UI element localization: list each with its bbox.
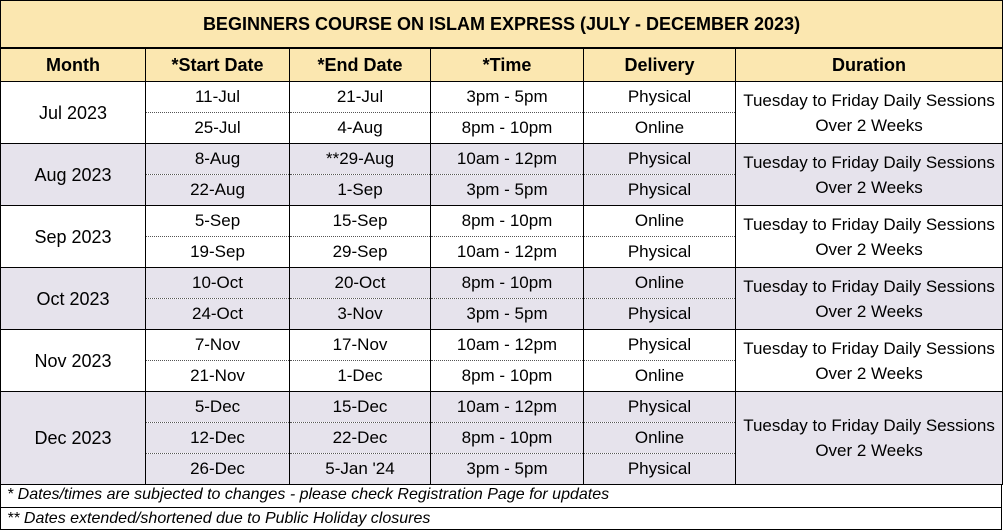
- start-date-cell: 11-Jul: [146, 82, 290, 113]
- end-date-cell: 5-Jan '24: [290, 454, 431, 485]
- delivery-cell: Physical: [584, 454, 736, 485]
- duration-cell: Tuesday to Friday Daily Sessions Over 2 Weeks: [736, 268, 1003, 330]
- time-cell: 8pm - 10pm: [431, 206, 584, 237]
- start-date-cell: 7-Nov: [146, 330, 290, 361]
- delivery-cell: Physical: [584, 392, 736, 423]
- time-cell: 3pm - 5pm: [431, 175, 584, 206]
- end-date-cell: **29-Aug: [290, 144, 431, 175]
- delivery-cell: Online: [584, 113, 736, 144]
- col-header-time: *Time: [431, 48, 584, 82]
- month-cell: Dec 2023: [1, 392, 146, 485]
- start-date-cell: 19-Sep: [146, 237, 290, 268]
- time-cell: 10am - 12pm: [431, 392, 584, 423]
- delivery-cell: Online: [584, 423, 736, 454]
- table-row: [1, 330, 1003, 361]
- end-date-cell: 21-Jul: [290, 82, 431, 113]
- col-header-start-date: *Start Date: [146, 48, 290, 82]
- time-cell: 8pm - 10pm: [431, 361, 584, 392]
- end-date-cell: 22-Dec: [290, 423, 431, 454]
- col-header-duration: Duration: [736, 48, 1003, 82]
- start-date-cell: 25-Jul: [146, 113, 290, 144]
- end-date-cell: 4-Aug: [290, 113, 431, 144]
- delivery-cell: Physical: [584, 175, 736, 206]
- start-date-cell: 21-Nov: [146, 361, 290, 392]
- month-cell: Sep 2023: [1, 206, 146, 268]
- col-header-end-date: *End Date: [290, 48, 431, 82]
- footnotes: [0, 484, 1002, 530]
- footnote-dates-subject-to-change: * Dates/times are subjected to changes - please check Registration Page for updates: [1, 484, 1001, 508]
- col-header-delivery: Delivery: [584, 48, 736, 82]
- start-date-cell: 12-Dec: [146, 423, 290, 454]
- end-date-cell: 3-Nov: [290, 299, 431, 330]
- duration-cell: Tuesday to Friday Daily Sessions Over 2 Weeks: [736, 330, 1003, 392]
- end-date-cell: 15-Sep: [290, 206, 431, 237]
- col-header-month: Month: [1, 48, 146, 82]
- end-date-cell: 1-Dec: [290, 361, 431, 392]
- month-cell: Aug 2023: [1, 144, 146, 206]
- end-date-cell: 15-Dec: [290, 392, 431, 423]
- time-cell: 8pm - 10pm: [431, 268, 584, 299]
- end-date-cell: 29-Sep: [290, 237, 431, 268]
- time-cell: 3pm - 5pm: [431, 299, 584, 330]
- delivery-cell: Online: [584, 361, 736, 392]
- time-cell: 3pm - 5pm: [431, 454, 584, 485]
- time-cell: 10am - 12pm: [431, 330, 584, 361]
- month-cell: Jul 2023: [1, 82, 146, 144]
- month-cell: Nov 2023: [1, 330, 146, 392]
- time-cell: 10am - 12pm: [431, 237, 584, 268]
- start-date-cell: 24-Oct: [146, 299, 290, 330]
- table-row: [1, 268, 1003, 299]
- table-row: [1, 82, 1003, 113]
- footnote-public-holiday: ** Dates extended/shortened due to Public Holiday closures: [7, 510, 431, 527]
- start-date-cell: 5-Sep: [146, 206, 290, 237]
- delivery-cell: Physical: [584, 299, 736, 330]
- duration-cell: Tuesday to Friday Daily Sessions Over 2 Weeks: [736, 392, 1003, 485]
- start-date-cell: 5-Dec: [146, 392, 290, 423]
- duration-cell: Tuesday to Friday Daily Sessions Over 2 Weeks: [736, 206, 1003, 268]
- time-cell: 10am - 12pm: [431, 144, 584, 175]
- time-cell: 3pm - 5pm: [431, 82, 584, 113]
- table-row: [1, 206, 1003, 237]
- month-cell: Oct 2023: [1, 268, 146, 330]
- end-date-cell: 1-Sep: [290, 175, 431, 206]
- duration-cell: Tuesday to Friday Daily Sessions Over 2 Weeks: [736, 82, 1003, 144]
- delivery-cell: Physical: [584, 330, 736, 361]
- time-cell: 8pm - 10pm: [431, 113, 584, 144]
- start-date-cell: 26-Dec: [146, 454, 290, 485]
- table-title: BEGINNERS COURSE ON ISLAM EXPRESS (JULY - DECEMBER 2023): [1, 1, 1003, 49]
- start-date-cell: 8-Aug: [146, 144, 290, 175]
- start-date-cell: 22-Aug: [146, 175, 290, 206]
- start-date-cell: 10-Oct: [146, 268, 290, 299]
- time-cell: 8pm - 10pm: [431, 423, 584, 454]
- delivery-cell: Physical: [584, 82, 736, 113]
- table-row: [1, 144, 1003, 175]
- delivery-cell: Physical: [584, 237, 736, 268]
- delivery-cell: Online: [584, 206, 736, 237]
- duration-cell: Tuesday to Friday Daily Sessions Over 2 Weeks: [736, 144, 1003, 206]
- table-row: [1, 392, 1003, 423]
- end-date-cell: 20-Oct: [290, 268, 431, 299]
- delivery-cell: Physical: [584, 144, 736, 175]
- end-date-cell: 17-Nov: [290, 330, 431, 361]
- delivery-cell: Online: [584, 268, 736, 299]
